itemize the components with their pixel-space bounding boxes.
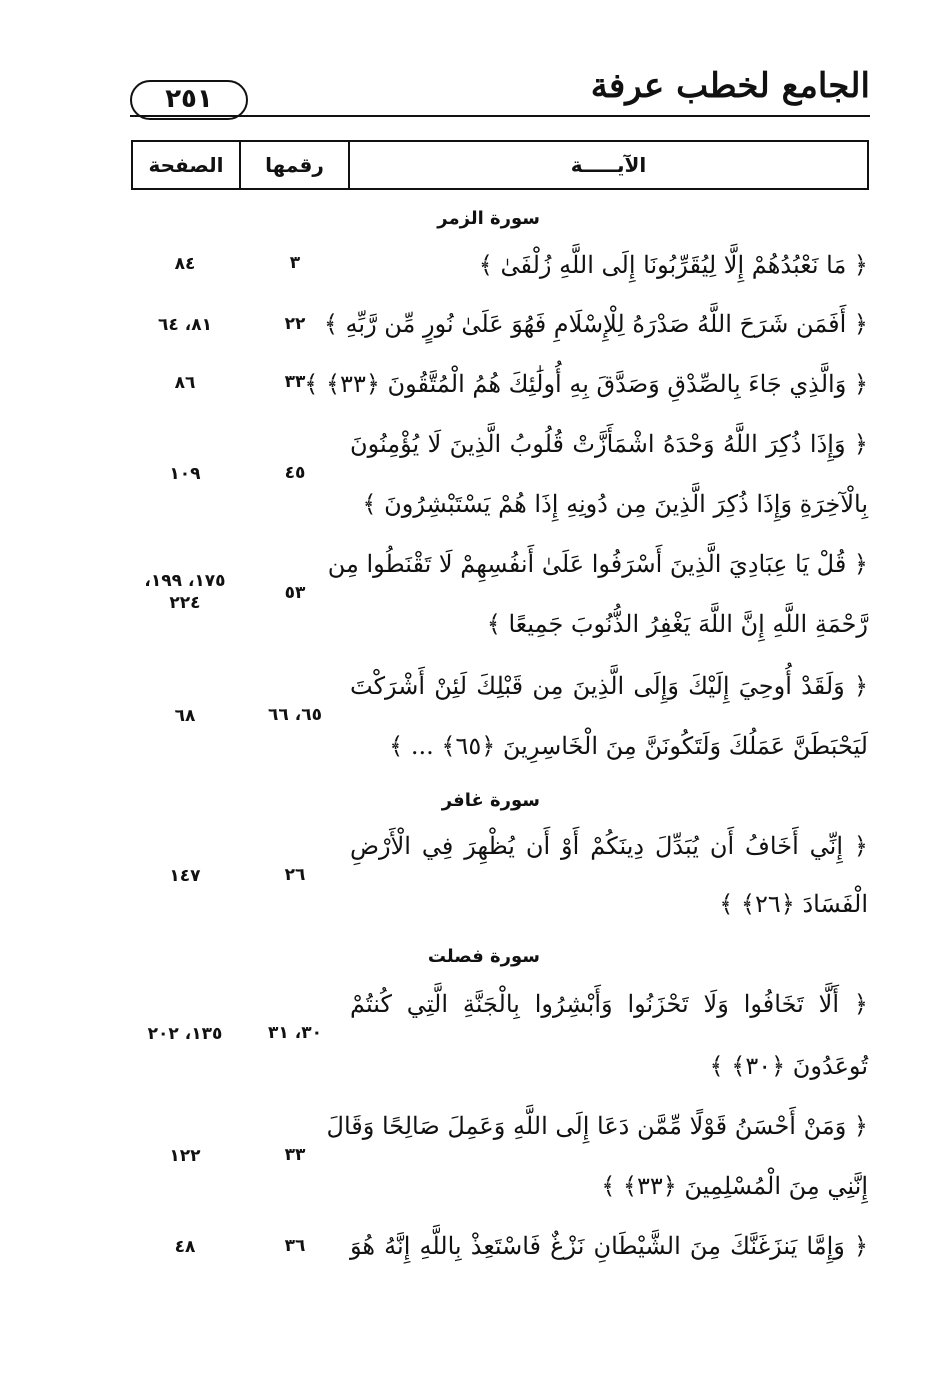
page-reference: ٨٦ <box>174 373 196 393</box>
verse-number: ٥٣ <box>284 583 306 603</box>
verse-number: ٢٦ <box>284 865 306 885</box>
surah-heading: سورة فصلت <box>427 946 540 967</box>
verse-number: ٣ <box>289 253 301 273</box>
column-header-verse: الآيـــــة <box>570 153 647 177</box>
table-header <box>131 140 869 190</box>
running-header <box>130 66 870 118</box>
verse-number: ٣٦ <box>284 1236 306 1256</box>
verse-line: الْفَسَادَ ﴿٢٦﴾ ﴾ <box>719 890 868 918</box>
page-reference: ١٢٢ <box>169 1146 201 1166</box>
verse-line: ﴿ وَإِمَّا يَنزَغَنَّكَ مِنَ الشَّيْطَانِ نَزْغٌ فَاسْتَعِذْ بِاللَّهِ إِنَّهُ هُوَ <box>350 1232 868 1260</box>
verse-number: ٣٣ <box>284 1145 306 1165</box>
verse-line: لَيَحْبَطَنَّ عَمَلُكَ وَلَتَكُونَنَّ مِنَ الْخَاسِرِينَ ﴿٦٥﴾ ... ﴾ <box>389 732 868 760</box>
page-reference: ٨١، ٦٤ <box>158 315 212 335</box>
verse-number: ٣٠، ٣١ <box>268 1023 322 1043</box>
verse-number: ٢٢ <box>284 314 306 334</box>
book-title: الجامع لخطب عرفة <box>590 66 870 106</box>
page-reference: ٦٨ <box>174 706 196 726</box>
verse-line: ﴿ وَالَّذِي جَاءَ بِالصِّدْقِ وَصَدَّقَ بِهِ أُولَٰئِكَ هُمُ الْمُتَّقُونَ ﴿٣٣﴾ ﴾ <box>304 370 868 398</box>
page-reference: ١٠٩ <box>169 464 201 484</box>
verse-line: ﴿ وَمَنْ أَحْسَنُ قَوْلًا مِّمَّن دَعَا إِلَى اللَّهِ وَعَمِلَ صَالِحًا وَقَالَ <box>326 1112 868 1140</box>
verse-line: تُوعَدُونَ ﴿٣٠﴾ ﴾ <box>709 1052 868 1080</box>
verse-line: ﴿ وَإِذَا ذُكِرَ اللَّهُ وَحْدَهُ اشْمَأَزَّتْ قُلُوبُ الَّذِينَ لَا يُؤْمِنُونَ <box>350 430 868 458</box>
verse-line: رَّحْمَةِ اللَّهِ إِنَّ اللَّهَ يَغْفِرُ الذُّنُوبَ جَمِيعًا ﴾ <box>486 610 868 638</box>
verse-line: إِنَّنِي مِنَ الْمُسْلِمِينَ ﴿٣٣﴾ ﴾ <box>601 1172 868 1200</box>
column-header-number: رقمها <box>241 142 350 188</box>
surah-heading: سورة غافر <box>441 790 540 811</box>
page-number: ٢٥١ <box>130 80 248 120</box>
verse-line: ﴿ أَفَمَن شَرَحَ اللَّهُ صَدْرَهُ لِلْإِسْلَامِ فَهُوَ عَلَىٰ نُورٍ مِّن رَّبِّهِ ﴾ <box>323 310 868 338</box>
verse-line: ﴿ مَا نَعْبُدُهُمْ إِلَّا لِيُقَرِّبُونَا إِلَى اللَّهِ زُلْفَىٰ ﴾ <box>478 251 868 279</box>
verse-line: ﴿ قُلْ يَا عِبَادِيَ الَّذِينَ أَسْرَفُوا عَلَىٰ أَنفُسِهِمْ لَا تَقْنَطُوا مِن <box>327 550 868 578</box>
verse-number: ٦٥، ٦٦ <box>268 705 322 725</box>
page-reference: ٤٨ <box>174 1237 196 1257</box>
verse-line: ﴿ أَلَّا تَخَافُوا وَلَا تَحْزَنُوا وَأَبْشِرُوا بِالْجَنَّةِ الَّتِي كُنتُمْ <box>350 990 868 1018</box>
page-reference: ٨٤ <box>174 254 196 274</box>
page-reference: ١٧٥، ١٩٩، ٢٢٤ <box>144 571 226 613</box>
page-reference: ١٣٥، ٢٠٢ <box>147 1024 223 1044</box>
surah-heading: سورة الزمر <box>437 208 540 229</box>
header-rule <box>130 115 870 117</box>
verse-line: بِالْآخِرَةِ وَإِذَا ذُكِرَ الَّذِينَ مِن دُونِهِ إِذَا هُمْ يَسْتَبْشِرُونَ ﴾ <box>362 490 868 518</box>
verse-line: ﴿ إِنِّي أَخَافُ أَن يُبَدِّلَ دِينَكُمْ أَوْ أَن يُظْهِرَ فِي الْأَرْضِ <box>350 832 868 860</box>
verse-number: ٣٣ <box>284 372 306 392</box>
verse-number: ٤٥ <box>284 463 306 483</box>
verse-line: ﴿ وَلَقَدْ أُوحِيَ إِلَيْكَ وَإِلَى الَّذِينَ مِن قَبْلِكَ لَئِنْ أَشْرَكْتَ <box>350 672 868 700</box>
column-header-page: الصفحة <box>133 142 241 188</box>
page-reference: ١٤٧ <box>169 866 201 886</box>
